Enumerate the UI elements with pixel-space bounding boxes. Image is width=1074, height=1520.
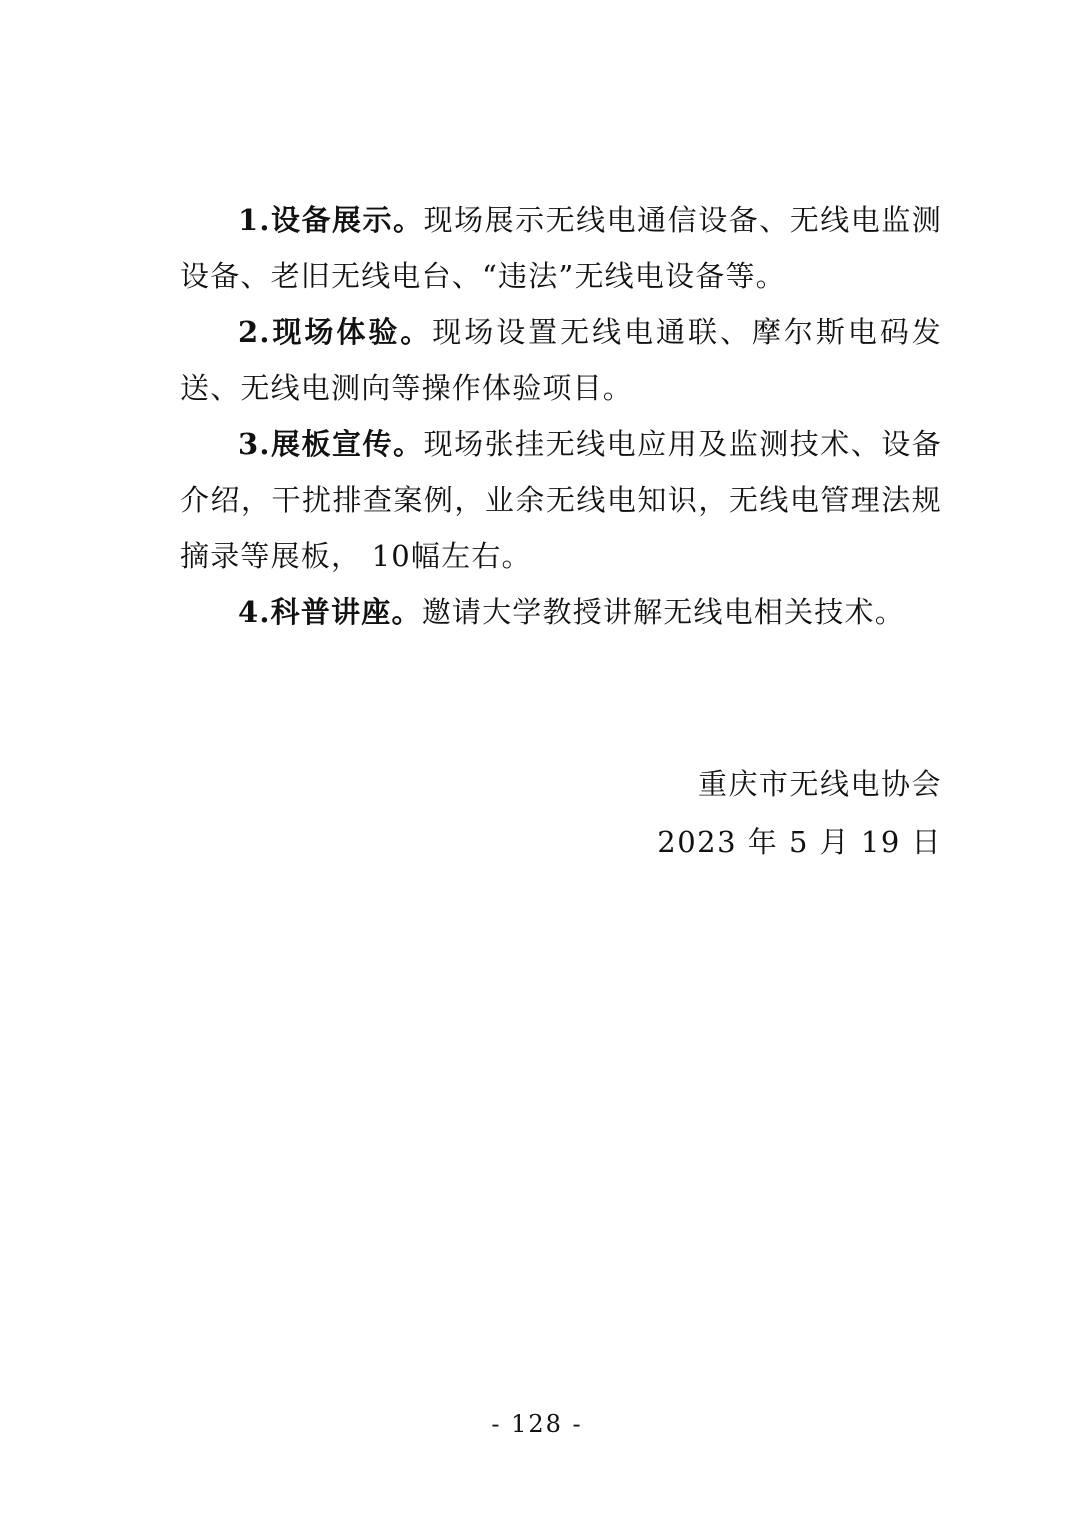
item-science-lecture	[180, 584, 942, 640]
item-heading: 1.设备展示。	[238, 203, 424, 237]
item-text: 现场展示无线电通信设备、无线电监测设备、老旧无线电台、“违法”无线电设备等。	[180, 203, 942, 293]
signature-date: 2023 年 5 月 19 日	[657, 825, 942, 859]
item-equipment-display	[180, 192, 942, 304]
item-text: 邀请大学教授讲解无线电相关技术。	[421, 595, 905, 629]
item-heading: 2.现场体验。	[238, 315, 433, 349]
item-heading: 4.科普讲座。	[238, 595, 422, 629]
document-body	[180, 192, 942, 640]
item-heading: 3.展板宣传。	[238, 427, 424, 461]
signature-block	[657, 755, 942, 871]
item-text: 现场张挂无线电应用及监测技术、设备介绍，干扰排查案例，业余无线电知识，无线电管理法规摘录等展板， 10幅左右。	[180, 427, 942, 573]
item-display-boards	[180, 416, 942, 584]
item-onsite-experience	[180, 304, 942, 416]
item-text: 现场设置无线电通联、摩尔斯电码发送、无线电测向等操作体验项目。	[180, 315, 942, 405]
page-number: - 128 -	[491, 1410, 583, 1438]
signature-organization: 重庆市无线电协会	[697, 767, 942, 801]
